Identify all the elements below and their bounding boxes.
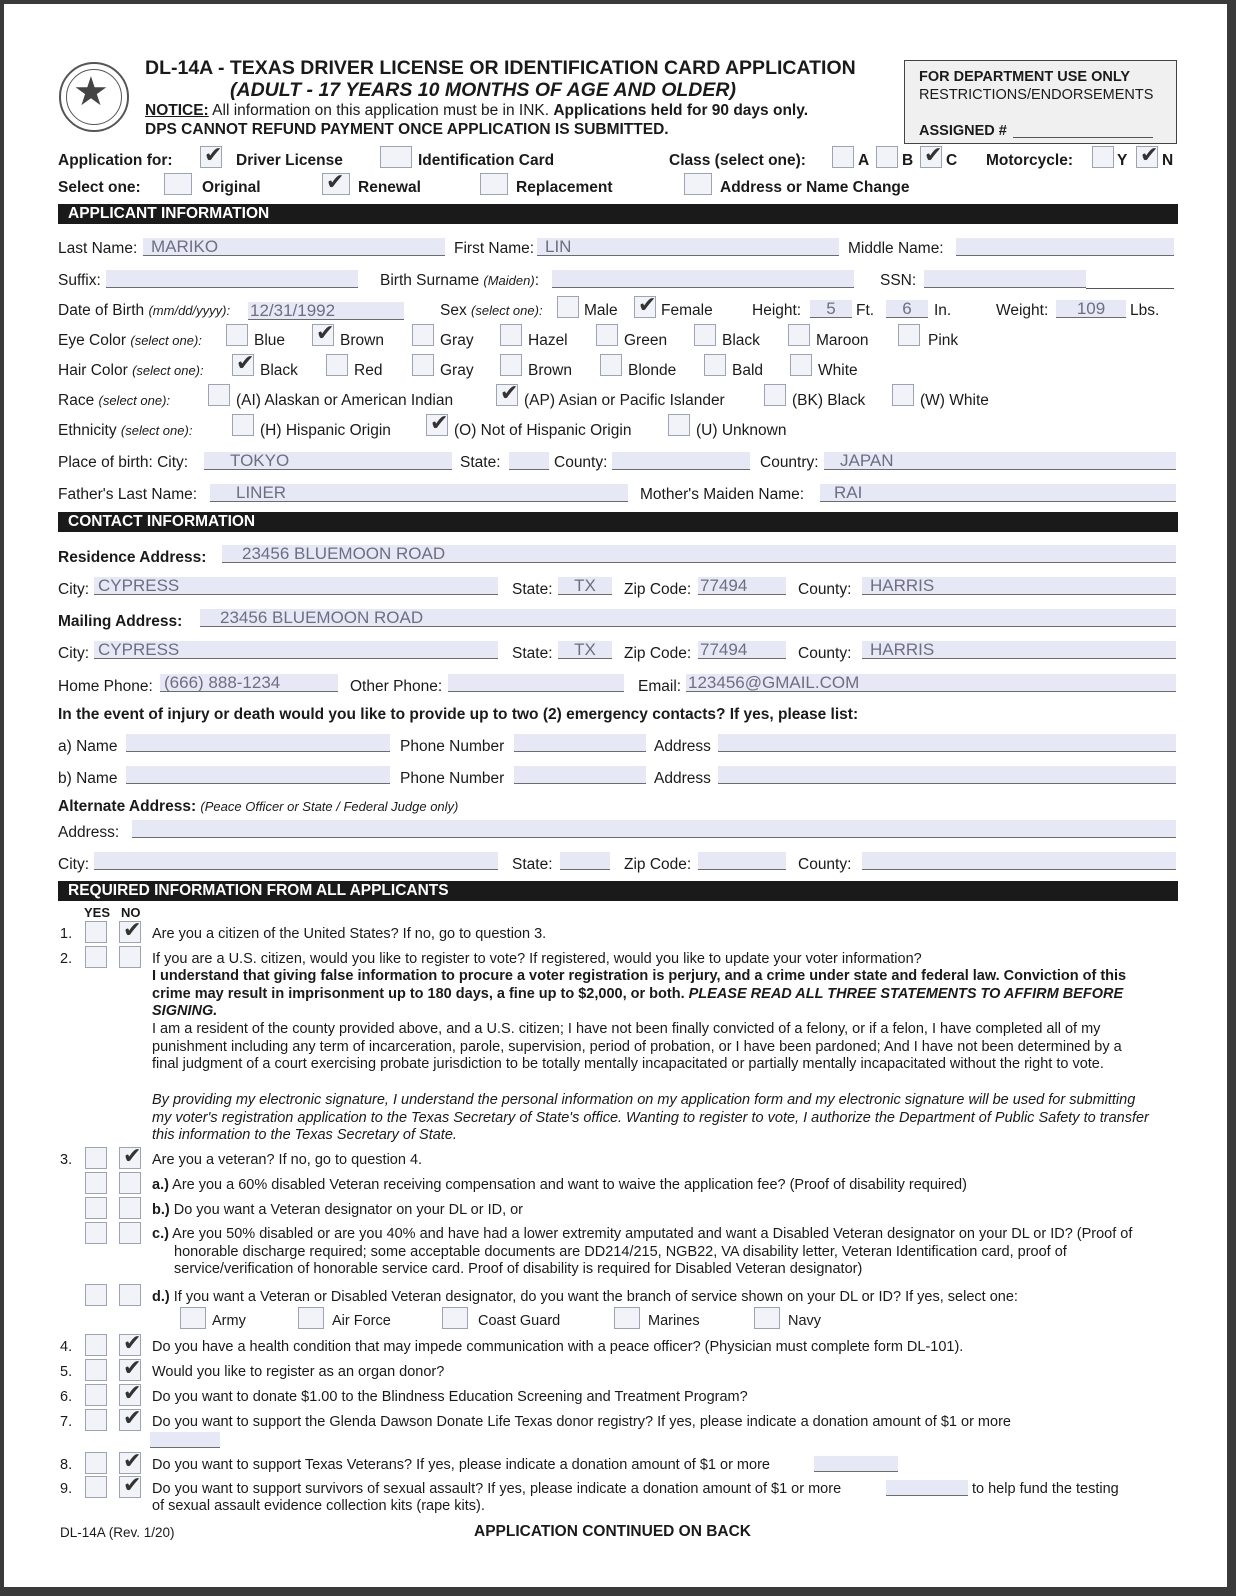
form-title: DL-14A - TEXAS DRIVER LICENSE OR IDENTIFICATION CARD APPLICATION bbox=[145, 57, 856, 79]
race-ai-checkbox[interactable] bbox=[208, 384, 230, 406]
eye-black-checkbox[interactable] bbox=[694, 324, 716, 346]
birth-county-field[interactable] bbox=[612, 452, 750, 470]
ethnicity-label: Ethnicity (select one): bbox=[58, 422, 193, 439]
hair-white-checkbox[interactable] bbox=[790, 354, 812, 376]
dps-seal-logo: ★ bbox=[59, 62, 129, 132]
hair-brown-checkbox[interactable] bbox=[500, 354, 522, 376]
mailing-county-field[interactable]: HARRIS bbox=[862, 641, 1176, 659]
residence-zip-field[interactable]: 77494 bbox=[698, 577, 786, 595]
q3d-yes-checkbox[interactable] bbox=[85, 1284, 107, 1306]
q9-no-checkbox[interactable]: ✔ bbox=[119, 1476, 141, 1498]
eye-maroon-checkbox[interactable] bbox=[788, 324, 810, 346]
height-feet-field[interactable]: 5 bbox=[810, 300, 852, 318]
branch-coastguard-checkbox[interactable] bbox=[442, 1307, 468, 1329]
residence-address-field[interactable]: 23456 BLUEMOON ROAD bbox=[222, 545, 1176, 563]
ethnicity-o-checkbox[interactable]: ✔ bbox=[426, 414, 448, 436]
mother-maiden-name-field[interactable]: RAI bbox=[820, 484, 1176, 502]
eye-color-label: Eye Color (select one): bbox=[58, 332, 202, 349]
hair-bald-checkbox[interactable] bbox=[704, 354, 726, 376]
q3d-no-checkbox[interactable] bbox=[119, 1284, 141, 1306]
branch-army-checkbox[interactable] bbox=[180, 1307, 206, 1329]
alternate-county-field[interactable] bbox=[862, 852, 1176, 870]
emergency-a-address-field[interactable] bbox=[718, 734, 1176, 752]
class-a-checkbox[interactable] bbox=[832, 146, 854, 168]
race-ap-checkbox[interactable]: ✔ bbox=[496, 384, 518, 406]
refund-notice: DPS CANNOT REFUND PAYMENT ONCE APPLICATION IS SUBMITTED. bbox=[145, 121, 669, 138]
residence-city-field[interactable]: CYPRESS bbox=[94, 577, 498, 595]
middle-name-field[interactable] bbox=[956, 238, 1174, 256]
race-label: Race (select one): bbox=[58, 392, 171, 409]
continued-notice: APPLICATION CONTINUED ON BACK bbox=[474, 1523, 751, 1540]
q4-no-checkbox[interactable]: ✔ bbox=[119, 1334, 141, 1356]
q2-yes-checkbox[interactable] bbox=[85, 946, 107, 968]
q1-no-checkbox[interactable]: ✔ bbox=[119, 921, 141, 943]
application-form-page: ★ DL-14A - TEXAS DRIVER LICENSE OR IDENTIFICATION CARD APPLICATION (ADULT - 17 YEARS 10 MONTHS OF AGE AND OLDER) NOTICE: All information on this application must be in INK. Applications held for 90 days only. DPS CANNOT REFUND PAYMENT ONCE APPLICATION IS SUBMITTED. FOR DEPARTMENT USE ONLY RESTRICTIONS/ENDORSEMENTS ASSIGNED # Application for: ✔ Driver License Identification Card Class (select one): A B ✔ C Motorcycle: Y ✔ N Select one: Original ✔ Renewal Replacement Address or Name Change APPLICANT INFORMATION Last Name: MARIKO First Name: LIN Middle Name: Suffix: Birth Surname (Maiden): SSN: Date of Birth (mm/dd/yyyy): 12/31/1992 Sex (select one): Male ✔ Female Height: 5 Ft. 6 In. Weight: 109 Lbs. Eye Color (select one): Blue ✔ Brown Gray Hazel Green Black Maroon Pink Hair Color (select one): ✔ Black Red Gray Brown Blonde Bald White Race (select one): (AI) Alaskan or American Indian ✔ (AP) Asian or Pacific Islander (BK) Black (W) White Ethnicity (select one): (H) Hispanic Origin ✔ (O) Not of Hispanic Origin (U) Unknown Place of birth: City: TOKYO State: County: Country: JAPAN Father's Last Name: LINER Mother's Maiden Name: RAI CONTACT INFORMATION Residence Address: 23456 BLUEMOON ROAD City: CYPRESS State: TX Zip Code: 77494 County: HARRIS Mailing Address: 23456 BLUEMOON ROAD City: CYPRESS State: TX Zip Code: 77494 County: HARRIS Home Phone: (666) 888-1234 Other Phone: Email: 123456@GMAIL.COM In the event of injury or death would you like to provide up to two (2) emergency contacts? If yes, please list: a) Name Phone Number Address b) Name Phone Number Address Alternate Address: (Peace Officer or State / Federal Judge only) Address: City: State: Zip Code: County: REQUIRED INFORMATION FROM ALL APPLICANTS YES NO 1. ✔ Are you a citizen of the United States? If no, go to question 3. 2. If you are a U.S. citizen, would you like to register to vote? If registered, would you like to update your voter information? I understand that giving false information to procure a voter registration is perjury, and a crime under state and federal law. Conviction of this crime may result in imprisonment up to 180 days, a fine up to $2,000, or both. PLEASE READ ALL THREE STATEMENTS TO AFFIRM BEFORE SIGNING. I am a resident of the county provided above, and a U.S. citizen; I have not been finally convicted of a felony, or if a felon, I have completed all of my punishment including any term of incarceration, parole, supervision, period of probation, or I have been pardoned; And I have not been determined by a final judgment of a court exercising probate jurisdiction to be totally mentally incapacitated or partially mentally incapacitated without the right to vote. By providing my electronic signature, I understand the personal information on my application form and my electronic signature will be used for submitting my voter's registration application to the Texas Secretary of State's office. Wanting to register to vote, I authorize the Department of Public Safety to transfer this information to the Texas Secretary of State. 3. ✔ Are you a veteran? If no, go to question 4. a.) Are you a 60% disabled Veteran receiving compensation and want to waive the application fee? (Proof of disability required) b.) Do you want a Veteran designator on your DL or ID, or c.) Are you 50% disabled or are you 40% and have had a lower extremity amputated and want a Disabled Veteran designator on your DL or ID? (Proof of honorable discharge required; some acceptable documents are DD214/215, NGB22, VA disability letter, Veteran Identification card, proof of service/verification of honorable service card. Proof of disability is required for Disabled Veteran designator) d.) If you want a Veteran or Disabled Veteran designator, do you want the branch of service shown on your DL or ID? If yes, select one: Army Air Force Coast Guard Marines Navy 4. ✔ Do you have a health condition that may impede communication with a peace officer? (Physician must complete form DL-101). 5. ✔ Would you like to register as an organ donor? 6. ✔ Do you want to donate $1.00 to the Blindness Education Screening and Treatment Program? 7. ✔ Do you want to support the Glenda Dawson Donate Life Texas donor registry? If yes, please indicate a donation amount of $1 or more 8. ✔ Do you want to support Texas Veterans? If yes, please indicate a donation amount of $1 or more 9. ✔ Do you want to support survivors of sexual assault? If yes, please indicate a donation amount of $1 or more to help fund the testing of sexual assault evidence collection kits (rape kits). DL-14A (Rev. 1/20) APPLICATION CONTINUED ON BACK bbox=[4, 4, 1227, 1587]
motorcycle-no-checkbox[interactable]: ✔ bbox=[1136, 146, 1158, 168]
mailing-state-field[interactable]: TX bbox=[558, 641, 612, 659]
perjury-statement: I understand that giving false information to procure a voter registration is perjury, and a crime under state and federal law. Conviction of this crime may result in imprisonment up to 180 days, a fine up to $2,000, or both. PLEASE READ ALL THREE STATEMENTS TO AFFIRM BEFORE SIGNING. bbox=[152, 968, 1127, 1019]
q6-no-checkbox[interactable]: ✔ bbox=[119, 1384, 141, 1406]
applicant-section-header: APPLICANT INFORMATION bbox=[58, 204, 1178, 224]
father-last-name-field[interactable]: LINER bbox=[210, 484, 628, 502]
eye-pink-checkbox[interactable] bbox=[898, 324, 920, 346]
race-bk-checkbox[interactable] bbox=[764, 384, 786, 406]
birth-surname-field[interactable] bbox=[552, 270, 854, 288]
emergency-b-name-field[interactable] bbox=[126, 766, 390, 784]
original-checkbox[interactable] bbox=[164, 173, 192, 195]
notice-line: NOTICE: All information on this application must be in INK. Applications held for 90 days only. bbox=[145, 102, 808, 119]
q3c-yes-checkbox[interactable] bbox=[85, 1222, 107, 1244]
branch-navy-checkbox[interactable] bbox=[754, 1307, 780, 1329]
q3b-yes-checkbox[interactable] bbox=[85, 1197, 107, 1219]
contact-section-header: CONTACT INFORMATION bbox=[58, 512, 1178, 532]
alternate-state-field[interactable] bbox=[560, 852, 610, 870]
class-b-checkbox[interactable] bbox=[876, 146, 898, 168]
q6-yes-checkbox[interactable] bbox=[85, 1384, 107, 1406]
q8-yes-checkbox[interactable] bbox=[85, 1452, 107, 1474]
sex-male-checkbox[interactable] bbox=[557, 296, 579, 318]
resident-statement: I am a resident of the county provided above, and a U.S. citizen; I have not been finally convicted of a felony, or if a felon, I have completed all of my punishment including any term of incarceration, parole, supervision, period of probation, or I have been pardoned; And I have not been determined by a final judgment of a court exercising probate jurisdiction to be totally mentally incapacitated or partially mentally incapacitated without the right to vote. bbox=[152, 1021, 1122, 1072]
emergency-b-address-field[interactable] bbox=[718, 766, 1176, 784]
q3-yes-checkbox[interactable] bbox=[85, 1147, 107, 1169]
eye-green-checkbox[interactable] bbox=[596, 324, 618, 346]
birth-surname-label: Birth Surname (Maiden): bbox=[380, 272, 539, 289]
birth-city-field[interactable]: TOKYO bbox=[204, 452, 452, 470]
renewal-checkbox[interactable]: ✔ bbox=[322, 173, 350, 195]
q3d-text: d.) If you want a Veteran or Disabled Veteran designator, do you want the branch of service shown on your DL or ID? If yes, select one: bbox=[152, 1289, 1018, 1305]
mailing-address-field[interactable]: 23456 BLUEMOON ROAD bbox=[200, 609, 1176, 627]
birth-state-field[interactable] bbox=[509, 452, 549, 470]
q7-no-checkbox[interactable]: ✔ bbox=[119, 1409, 141, 1431]
residence-state-field[interactable]: TX bbox=[558, 577, 612, 595]
q9-donation-field[interactable] bbox=[886, 1480, 968, 1496]
residence-county-field[interactable]: HARRIS bbox=[862, 577, 1176, 595]
q8-donation-field[interactable] bbox=[814, 1456, 898, 1472]
form-subtitle: (ADULT - 17 YEARS 10 MONTHS OF AGE AND OLDER) bbox=[230, 79, 736, 101]
q3a-no-checkbox[interactable] bbox=[119, 1172, 141, 1194]
ethnicity-h-checkbox[interactable] bbox=[232, 414, 254, 436]
eye-brown-checkbox[interactable]: ✔ bbox=[312, 324, 334, 346]
weight-field[interactable]: 109 bbox=[1056, 300, 1126, 318]
driver-license-checkbox[interactable]: ✔ bbox=[200, 146, 222, 168]
q5-no-checkbox[interactable]: ✔ bbox=[119, 1359, 141, 1381]
department-use-box: FOR DEPARTMENT USE ONLY RESTRICTIONS/ENDORSEMENTS ASSIGNED # bbox=[904, 60, 1177, 144]
dob-label: Date of Birth (mm/dd/yyyy): bbox=[58, 302, 231, 319]
address-change-checkbox[interactable] bbox=[684, 173, 712, 195]
q3b-text: b.) Do you want a Veteran designator on your DL or ID, or bbox=[152, 1202, 524, 1218]
emergency-b-phone-field[interactable] bbox=[514, 766, 646, 784]
q7-yes-checkbox[interactable] bbox=[85, 1409, 107, 1431]
q4-yes-checkbox[interactable] bbox=[85, 1334, 107, 1356]
home-phone-field[interactable]: (666) 888-1234 bbox=[160, 674, 338, 692]
eye-blue-checkbox[interactable] bbox=[226, 324, 248, 346]
eye-gray-checkbox[interactable] bbox=[412, 324, 434, 346]
motorcycle-yes-checkbox[interactable] bbox=[1092, 146, 1114, 168]
suffix-field[interactable] bbox=[106, 270, 358, 288]
q8-no-checkbox[interactable]: ✔ bbox=[119, 1452, 141, 1474]
id-card-checkbox[interactable] bbox=[380, 146, 412, 168]
esignature-statement: By providing my electronic signature, I understand the personal information on my application form and my electronic signature will be used for submitting my voter's registration application to the Texas Secretary of State's office. Wanting to register to vote, I authorize the Department of Public Safety to transfer this information to the Texas Secretary of State. bbox=[152, 1092, 1149, 1143]
q5-yes-checkbox[interactable] bbox=[85, 1359, 107, 1381]
sex-label: Sex (select one): bbox=[440, 302, 543, 319]
hair-red-checkbox[interactable] bbox=[326, 354, 348, 376]
first-name-field[interactable]: LIN bbox=[537, 238, 839, 256]
alternate-address-label: Alternate Address: (Peace Officer or State / Federal Judge only) bbox=[58, 798, 459, 815]
hair-color-label: Hair Color (select one): bbox=[58, 362, 204, 379]
emergency-contacts-question: In the event of injury or death would you like to provide up to two (2) emergency contacts? If yes, please list: bbox=[58, 706, 859, 723]
alternate-zip-field[interactable] bbox=[698, 852, 786, 870]
q3-no-checkbox[interactable]: ✔ bbox=[119, 1147, 141, 1169]
sex-female-checkbox[interactable]: ✔ bbox=[634, 296, 656, 318]
ethnicity-u-checkbox[interactable] bbox=[668, 414, 690, 436]
class-c-checkbox[interactable]: ✔ bbox=[920, 146, 942, 168]
last-name-field[interactable]: MARIKO bbox=[143, 238, 445, 256]
birth-country-field[interactable]: JAPAN bbox=[824, 452, 1176, 470]
dob-field[interactable]: 12/31/1992 bbox=[248, 302, 404, 320]
mailing-zip-field[interactable]: 77494 bbox=[698, 641, 786, 659]
required-section-header: REQUIRED INFORMATION FROM ALL APPLICANTS bbox=[58, 881, 1178, 901]
form-revision: DL-14A (Rev. 1/20) bbox=[60, 1525, 175, 1540]
alternate-address-field[interactable] bbox=[132, 820, 1176, 838]
q9-yes-checkbox[interactable] bbox=[85, 1476, 107, 1498]
race-w-checkbox[interactable] bbox=[892, 384, 914, 406]
mailing-city-field[interactable]: CYPRESS bbox=[94, 641, 498, 659]
q7-donation-field[interactable] bbox=[150, 1432, 220, 1448]
emergency-a-name-field[interactable] bbox=[126, 734, 390, 752]
replacement-checkbox[interactable] bbox=[480, 173, 508, 195]
eye-hazel-checkbox[interactable] bbox=[500, 324, 522, 346]
height-inches-field[interactable]: 6 bbox=[886, 300, 928, 318]
hair-blonde-checkbox[interactable] bbox=[600, 354, 622, 376]
q3b-no-checkbox[interactable] bbox=[119, 1197, 141, 1219]
q3a-text: a.) Are you a 60% disabled Veteran receiving compensation and want to waive the application fee? (Proof of disability required) bbox=[152, 1177, 967, 1193]
q3c-no-checkbox[interactable] bbox=[119, 1222, 141, 1244]
email-field[interactable]: 123456@GMAIL.COM bbox=[686, 674, 1176, 692]
branch-marines-checkbox[interactable] bbox=[614, 1307, 640, 1329]
q1-yes-checkbox[interactable] bbox=[85, 921, 107, 943]
other-phone-field[interactable] bbox=[448, 674, 624, 692]
hair-gray-checkbox[interactable] bbox=[412, 354, 434, 376]
q3c-text: c.) Are you 50% disabled or are you 40% and have had a lower extremity amputated and want a Disabled Veteran designator on your DL or ID? (Proof of honorable discharge required; some acceptable documents are DD214/215, NGB22, VA disability letter, Veteran Identification card, proof of service/verification of honorable service card. Proof of disability is required for Disabled Veteran designator) bbox=[152, 1226, 1133, 1277]
hair-black-checkbox[interactable]: ✔ bbox=[232, 354, 254, 376]
ssn-field[interactable] bbox=[924, 270, 1086, 288]
alternate-city-field[interactable] bbox=[94, 852, 498, 870]
q3a-yes-checkbox[interactable] bbox=[85, 1172, 107, 1194]
q2-no-checkbox[interactable] bbox=[119, 946, 141, 968]
branch-airforce-checkbox[interactable] bbox=[298, 1307, 324, 1329]
emergency-a-phone-field[interactable] bbox=[514, 734, 646, 752]
